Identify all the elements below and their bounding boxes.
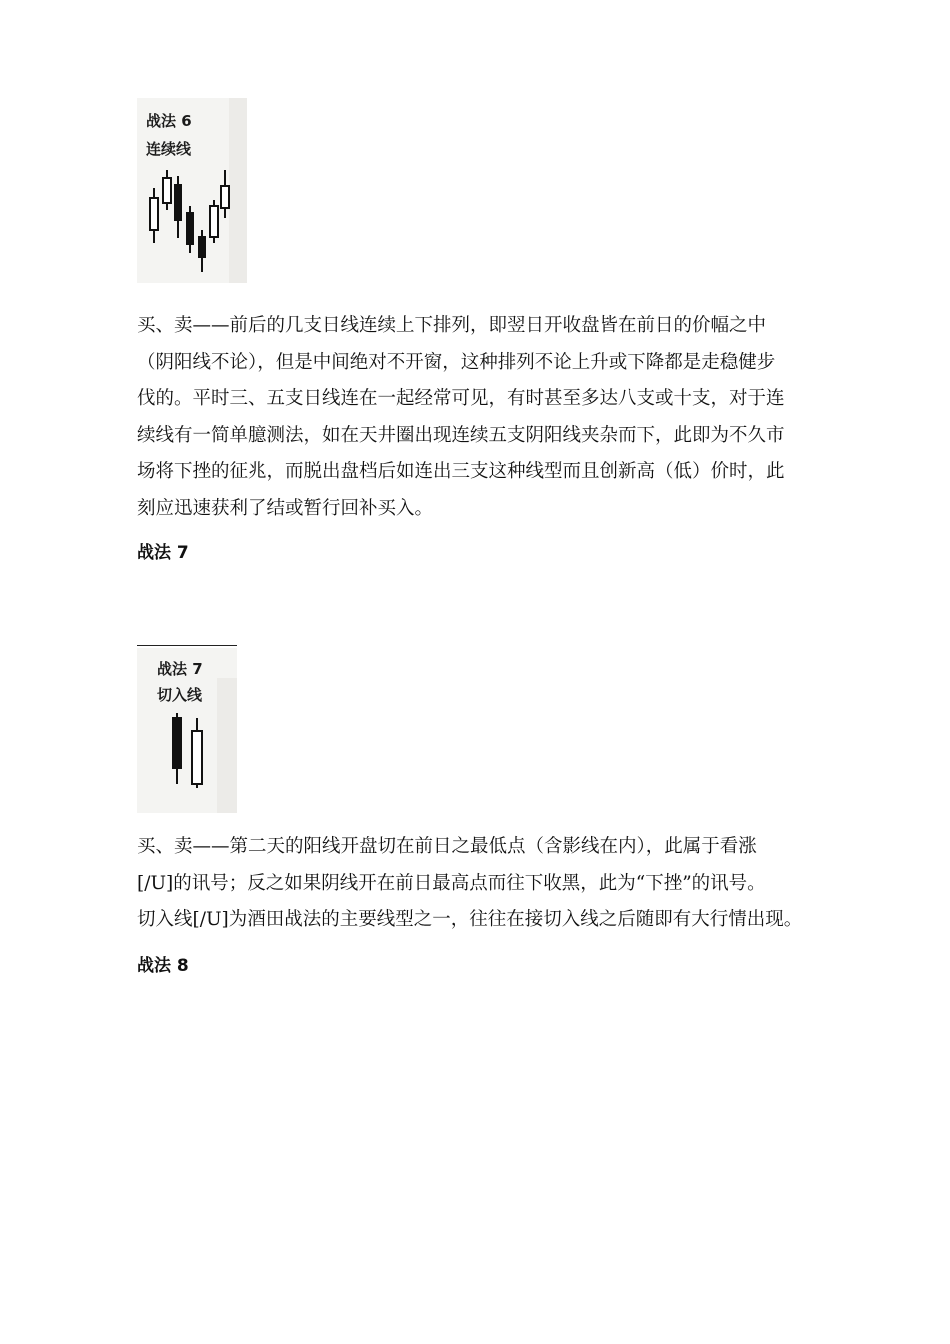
divider xyxy=(137,645,237,646)
figure-name: 切入线 xyxy=(157,686,203,704)
candle-body-black xyxy=(172,717,182,769)
candle-body-black xyxy=(174,184,182,221)
candle-body-white xyxy=(210,206,218,237)
section-heading: 战法 8 xyxy=(137,956,189,976)
paragraph-line: （阴阳线不论），但是中间绝对不开窗，这种排列不论上升或下降都是走稳健步 xyxy=(137,351,776,373)
paragraph-line: 续线有一简单臆测法，如在天井圈出现连续五支阴阳线夹杂而下，此即为不久市 xyxy=(137,424,785,446)
paragraph-line: 伐的。平时三、五支日线连在一起经常可见，有时甚至多达八支或十支，对于连 xyxy=(137,388,785,409)
paragraph-line: 场将下挫的征兆，而脱出盘档后如连出三支这种线型而且创新高（低）价时，此 xyxy=(137,461,785,482)
paragraph-line: 切入线[/U]为酒田战法的主要线型之一，往往在接切入线之后随即有大行情出现。 xyxy=(137,909,803,930)
candle-body-white xyxy=(163,178,171,203)
figure-name: 连续线 xyxy=(146,140,192,158)
figure-label: 战法 7 xyxy=(157,660,203,678)
section-heading: 战法 7 xyxy=(137,543,189,563)
paragraph-cut-in-line xyxy=(137,829,837,939)
candle-body-black xyxy=(198,236,206,258)
paragraph-line: 买、卖——第二天的阳线开盘切在前日之最低点（含影线在内），此属于看涨 xyxy=(137,836,757,857)
candlestick-figure-continuous-lines xyxy=(137,98,247,283)
paragraph-line: 买、卖——前后的几支日线连续上下排列，即翌日开收盘皆在前日的价幅之中 xyxy=(137,315,767,336)
candle-body-white xyxy=(192,731,202,784)
paragraph-line: 刻应迅速获利了结或暂行回补买入。 xyxy=(137,497,434,519)
figure-label: 战法 6 xyxy=(146,112,192,130)
candle-body-black xyxy=(186,212,194,245)
paragraph-line: [/U]的讯号；反之如果阴线开在前日最高点而往下收黑，此为“下挫”的讯号。 xyxy=(137,872,766,894)
candle-body-white xyxy=(150,198,158,230)
candlestick-figure-cut-in-line xyxy=(137,648,237,813)
candle-body-white xyxy=(221,186,229,208)
paragraph-continuous-lines xyxy=(137,308,837,527)
